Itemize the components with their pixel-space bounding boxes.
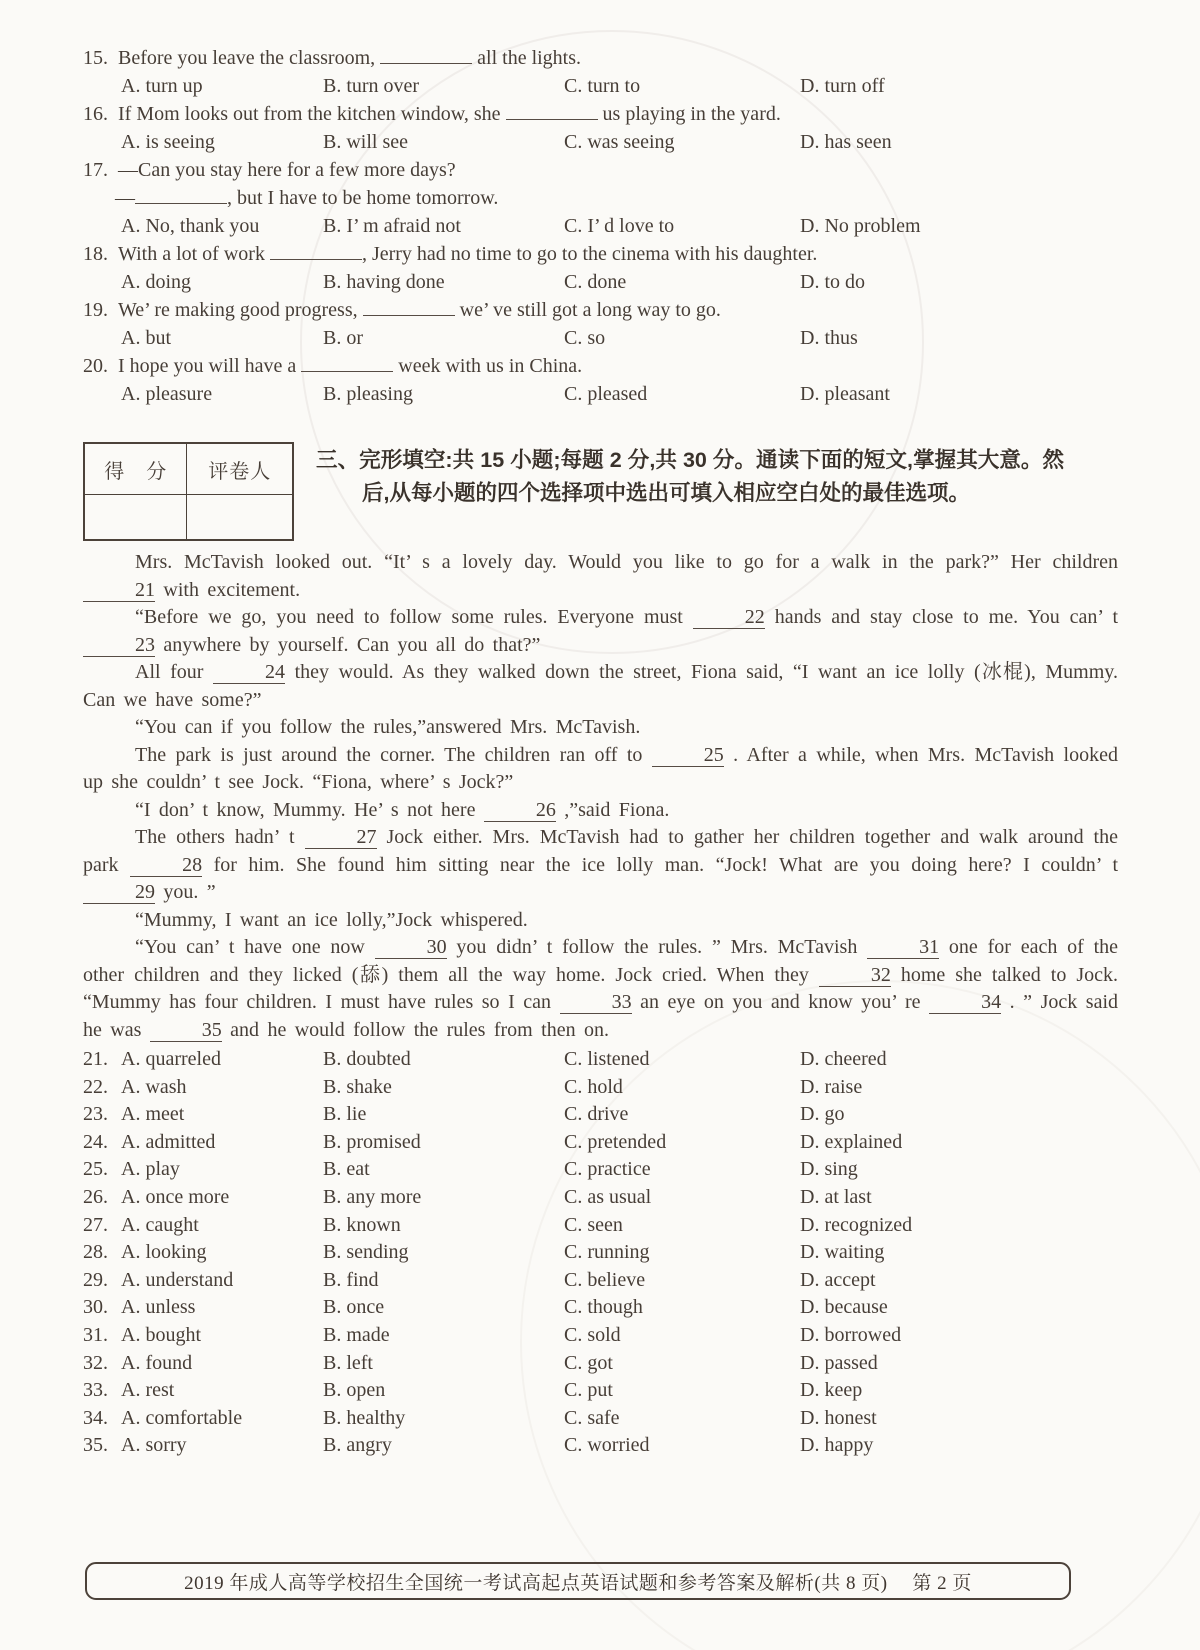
- cloze-blank-25: 25: [652, 744, 724, 767]
- question-number: 28.: [83, 1241, 108, 1264]
- option-c: C. worried: [564, 1434, 650, 1457]
- option-a: A. sorry: [121, 1434, 187, 1457]
- option-d: D. thus: [800, 327, 858, 349]
- cloze-blank-31: 31: [867, 936, 939, 959]
- question-number: 17.: [83, 159, 108, 181]
- option-c: C. got: [564, 1351, 613, 1374]
- option-c: C. pleased: [564, 383, 648, 405]
- option-d: D. honest: [800, 1406, 877, 1429]
- cloze-blank-30: 30: [375, 936, 447, 959]
- option-d: D. pleasant: [800, 383, 890, 405]
- option-d: D. explained: [800, 1130, 903, 1153]
- page-content: [83, 44, 1118, 1460]
- cloze-blank-29: 29: [83, 881, 155, 904]
- question-stem: 18. With a lot of work , Jerry had no time to go to the cinema with his daughter.: [83, 240, 1118, 268]
- option-b: B. having done: [323, 271, 445, 293]
- cloze-passage: [83, 549, 1118, 1044]
- option-c: C. believe: [564, 1268, 646, 1291]
- cloze-item-24: [83, 1129, 1118, 1157]
- option-b: B. promised: [323, 1130, 421, 1153]
- cloze-item-33: [83, 1377, 1118, 1405]
- option-a: A. comfortable: [121, 1406, 243, 1429]
- score-label: 得 分: [85, 444, 187, 495]
- option-a: A. is seeing: [121, 131, 215, 153]
- question-stem: 17. —Can you stay here for a few more days?: [83, 156, 1118, 184]
- option-a: A. bought: [121, 1323, 201, 1346]
- cloze-item-31: [83, 1322, 1118, 1350]
- question-number: 18.: [83, 243, 108, 265]
- option-a: A. once more: [121, 1185, 230, 1208]
- section-title: 三、完形填空:共 15 小题;每题 2 分,共 30 分。通读下面的短文,掌握其大意。然后,从每小题的四个选择项中选出可填入相应空白处的最佳选项。: [316, 448, 1064, 505]
- option-b: B. healthy: [323, 1406, 406, 1429]
- cloze-item-29: [83, 1267, 1118, 1295]
- cloze-item-28: [83, 1239, 1118, 1267]
- option-d: D. raise: [800, 1075, 863, 1098]
- option-c: C. though: [564, 1296, 643, 1319]
- grammar-question-list: [83, 44, 1118, 408]
- option-b: B. find: [323, 1268, 379, 1291]
- question-number: 24.: [83, 1130, 108, 1153]
- question-options: [121, 72, 1118, 100]
- option-b: B. doubted: [323, 1048, 411, 1070]
- option-d: D. go: [800, 1103, 845, 1126]
- option-d: D. waiting: [800, 1241, 885, 1264]
- footer-text: 2019 年成人高等学校招生全国统一考试高起点英语试题和参考答案及解析(共 8 页) 第 2 页: [184, 1572, 972, 1594]
- passage-paragraph: “You can if you follow the rules,”answered Mrs. McTavish.: [135, 716, 641, 738]
- answer-blank: [301, 356, 393, 372]
- option-c: C. pretended: [564, 1130, 667, 1153]
- option-d: D. recognized: [800, 1213, 913, 1236]
- option-c: C. as usual: [564, 1185, 652, 1208]
- option-b: B. shake: [323, 1075, 392, 1098]
- question-number: 34.: [83, 1406, 108, 1429]
- question-options: [121, 128, 1118, 156]
- option-c: C. listened: [564, 1048, 650, 1070]
- cloze-blank-34: 34: [929, 991, 1001, 1014]
- option-c: C. turn to: [564, 75, 641, 97]
- option-c: C. drive: [564, 1103, 629, 1126]
- option-d: D. happy: [800, 1434, 874, 1457]
- option-d: D. keep: [800, 1379, 863, 1402]
- cloze-option-list: [83, 1046, 1118, 1460]
- option-d: D. turn off: [800, 75, 885, 97]
- option-a: A. understand: [121, 1268, 234, 1291]
- option-c: C. practice: [564, 1158, 651, 1181]
- cloze-blank-27: 27: [305, 826, 377, 849]
- cloze-blank-33: 33: [560, 991, 632, 1014]
- option-b: B. known: [323, 1213, 401, 1236]
- option-b: B. angry: [323, 1434, 392, 1457]
- question-number: 27.: [83, 1213, 108, 1236]
- question-options: [121, 324, 1118, 352]
- option-d: D. has seen: [800, 131, 892, 153]
- question-number: 32.: [83, 1351, 108, 1374]
- passage-paragraph: “Mummy, I want an ice lolly,”Jock whispered.: [135, 908, 528, 931]
- question-number: 35.: [83, 1434, 108, 1457]
- option-a: A. caught: [121, 1213, 199, 1236]
- option-b: B. left: [323, 1351, 373, 1374]
- question-17: [83, 156, 1118, 240]
- cloze-item-23: [83, 1101, 1118, 1129]
- option-c: C. so: [564, 327, 606, 349]
- question-stem: — , but I have to be home tomorrow.: [115, 187, 499, 209]
- option-a: A. but: [121, 327, 171, 349]
- question-number: 15.: [83, 47, 108, 69]
- cloze-item-30: [83, 1294, 1118, 1322]
- question-number: 16.: [83, 103, 108, 125]
- passage-paragraph: Mrs. McTavish looked out. “It’ s a lovely day. Would you like to go for a walk in the park?” Her children 21 with excitement.: [83, 549, 1118, 604]
- option-a: A. wash: [121, 1075, 187, 1098]
- option-d: D. No problem: [800, 215, 921, 237]
- option-c: C. seen: [564, 1213, 623, 1236]
- question-20: [83, 352, 1118, 408]
- option-a: A. found: [121, 1351, 193, 1374]
- option-b: B. lie: [323, 1103, 367, 1126]
- passage-paragraph: The park is just around the corner. The children ran off to 25 . After a while, when Mrs. McTavish looked up she couldn’ t see Jock. “Fiona, where’ s Jock?”: [83, 743, 1118, 793]
- cloze-item-27: [83, 1212, 1118, 1240]
- option-b: B. will see: [323, 131, 408, 153]
- cloze-item-22: [83, 1074, 1118, 1102]
- grader-label: 评卷人: [187, 444, 292, 495]
- option-b: B. once: [323, 1296, 385, 1319]
- question-number: 20.: [83, 355, 108, 377]
- option-a: A. turn up: [121, 75, 203, 97]
- option-a: A. admitted: [121, 1130, 216, 1153]
- option-c: C. was seeing: [564, 131, 675, 153]
- answer-blank: [135, 188, 227, 204]
- grader-value-cell: [187, 495, 292, 539]
- question-number: 21.: [83, 1048, 108, 1070]
- cloze-item-35: [83, 1432, 1118, 1460]
- option-d: D. to do: [800, 271, 865, 293]
- answer-blank: [506, 104, 598, 120]
- score-value-cell: [85, 495, 187, 539]
- cloze-blank-21: 21: [83, 579, 155, 602]
- passage-paragraph: All four 24 they would. As they walked down the street, Fiona said, “I want an ice lolly (冰棍), Mummy. Can we have some?”: [83, 661, 1118, 711]
- option-c: C. safe: [564, 1406, 620, 1429]
- cloze-item-34: [83, 1405, 1118, 1433]
- option-d: D. at last: [800, 1185, 872, 1208]
- cloze-blank-28: 28: [130, 854, 202, 877]
- question-stem: 16. If Mom looks out from the kitchen window, she us playing in the yard.: [83, 100, 1118, 128]
- answer-blank: [363, 300, 455, 316]
- answer-blank: [380, 48, 472, 64]
- cloze-item-26: [83, 1184, 1118, 1212]
- option-c: C. put: [564, 1379, 613, 1402]
- question-number: 31.: [83, 1323, 108, 1346]
- question-number: 19.: [83, 299, 108, 321]
- question-19: [83, 296, 1118, 352]
- option-d: D. sing: [800, 1158, 858, 1181]
- question-number: 25.: [83, 1158, 108, 1181]
- option-d: D. passed: [800, 1351, 878, 1374]
- cloze-blank-23: 23: [83, 634, 155, 657]
- option-b: B. made: [323, 1323, 390, 1346]
- question-options: [121, 380, 1118, 408]
- question-number: 33.: [83, 1379, 108, 1402]
- question-stem: 15. Before you leave the classroom, all the lights.: [83, 44, 1118, 72]
- option-b: B. open: [323, 1379, 386, 1402]
- option-a: A. rest: [121, 1379, 175, 1402]
- question-number: 22.: [83, 1075, 108, 1098]
- option-a: A. play: [121, 1158, 180, 1181]
- question-stem: 20. I hope you will have a week with us in China.: [83, 352, 1118, 380]
- question-options: [121, 268, 1118, 296]
- option-a: A. meet: [121, 1103, 185, 1126]
- cloze-blank-22: 22: [693, 606, 765, 629]
- option-b: B. pleasing: [323, 383, 413, 405]
- option-c: C. sold: [564, 1323, 621, 1346]
- option-c: C. I’ d love to: [564, 215, 675, 237]
- cloze-blank-26: 26: [484, 799, 556, 822]
- option-a: A. unless: [121, 1296, 196, 1319]
- passage-paragraph: “I don’ t know, Mummy. He’ s not here 26 ,”said Fiona.: [135, 798, 670, 821]
- option-b: B. any more: [323, 1185, 422, 1208]
- section-header-row: [83, 442, 1118, 541]
- passage-paragraph: The others hadn’ t 27 Jock either. Mrs. McTavish had to gather her children together and walk around the park 28 for him. She found him sitting near the ice lolly man. “Jock! What are you doing here? I couldn’ t 29 you. ”: [83, 826, 1119, 903]
- cloze-item-25: [83, 1156, 1118, 1184]
- option-c: C. done: [564, 271, 627, 293]
- cloze-item-32: [83, 1350, 1118, 1378]
- option-a: A. No, thank you: [121, 215, 260, 237]
- option-b: B. sending: [323, 1241, 409, 1264]
- question-number: 29.: [83, 1268, 108, 1291]
- option-d: D. because: [800, 1296, 888, 1319]
- passage-paragraph: “You can’ t have one now 30 you didn’ t follow the rules. ” Mrs. McTavish 31 one for each of the other children and they licked (舔) them all the way home. Jock cried. When they 32 home she talked to Jock. “Mummy has four children. I must have rules so I can 33 an eye on you and know you’ re 34 . ” Jock said he was 35 and he would follow the rules from then on.: [83, 936, 1119, 1041]
- question-number: 26.: [83, 1185, 108, 1208]
- question-stem: 19. We’ re making good progress, we’ ve still got a long way to go.: [83, 296, 1118, 324]
- option-a: A. quarreled: [121, 1048, 221, 1070]
- answer-blank: [270, 244, 362, 260]
- option-c: C. running: [564, 1241, 650, 1264]
- question-16: [83, 100, 1118, 156]
- option-a: A. looking: [121, 1241, 207, 1264]
- question-18: [83, 240, 1118, 296]
- cloze-item-21: [83, 1046, 1118, 1074]
- option-d: D. accept: [800, 1268, 876, 1291]
- option-b: B. or: [323, 327, 363, 349]
- option-d: D. cheered: [800, 1048, 887, 1070]
- question-15: [83, 44, 1118, 100]
- option-b: B. turn over: [323, 75, 420, 97]
- option-a: A. doing: [121, 271, 191, 293]
- question-number: 30.: [83, 1296, 108, 1319]
- option-a: A. pleasure: [121, 383, 213, 405]
- option-d: D. borrowed: [800, 1323, 902, 1346]
- cloze-blank-35: 35: [150, 1019, 222, 1042]
- score-box: [83, 442, 294, 541]
- question-number: 23.: [83, 1103, 108, 1126]
- option-b: B. eat: [323, 1158, 370, 1181]
- option-c: C. hold: [564, 1075, 623, 1098]
- passage-paragraph: “Before we go, you need to follow some rules. Everyone must 22 hands and stay close to me. You can’ t 23 anywhere by yourself. Can you all do that?”: [83, 604, 1118, 659]
- question-options: [121, 212, 1118, 240]
- cloze-blank-32: 32: [819, 964, 891, 987]
- page-footer: [85, 1562, 1071, 1600]
- option-b: B. I’ m afraid not: [323, 215, 461, 237]
- cloze-blank-24: 24: [213, 661, 285, 684]
